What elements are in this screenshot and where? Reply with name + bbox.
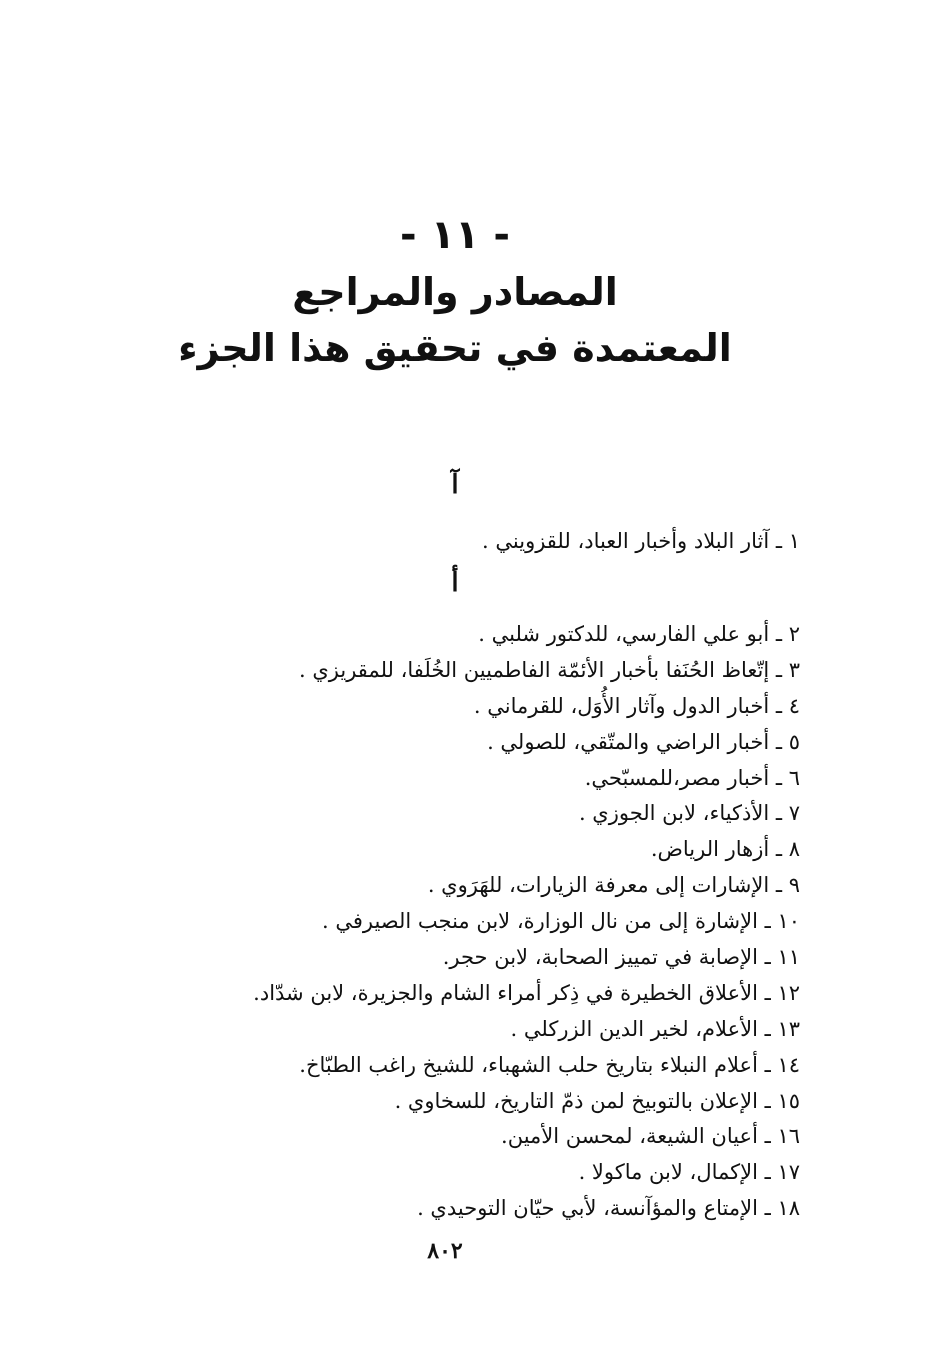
reference-item: ٨ ـ أزهار الرياض.	[650, 837, 800, 862]
reference-item: ٥ ـ أخبار الراضي والمتّقي، للصولي .	[487, 729, 800, 754]
reference-item: ٦ ـ أخبار مصر،للمسبّحي.	[584, 765, 800, 790]
reference-item: ١٣ ـ الأعلام، لخير الدين الزركلي .	[510, 1016, 800, 1041]
reference-item: ١٠ ـ الإشارة إلى من نال الوزارة، لابن منجب الصيرفي .	[321, 909, 800, 934]
reference-list-alef-hamza	[253, 617, 800, 1227]
page-title-line-2: المعتمدة في تحقيق هذا الجزء	[178, 326, 732, 370]
reference-item: ١٢ ـ الأعلاق الخطيرة في ذِكر أمراء الشام والجزيرة، لابن شدّاد.	[253, 980, 800, 1005]
letter-heading-alef-madda: آ	[451, 470, 459, 500]
section-number: - ١١ -	[400, 212, 510, 258]
letter-heading-alef-hamza: أ	[451, 568, 459, 598]
reference-item: ١٥ ـ الإعلان بالتوبيخ لمن ذمّ التاريخ، للسخاوي .	[394, 1088, 800, 1113]
reference-item: ٣ ـ إتّعاظ الحُنَفا بأخبار الأئمّة الفاطميين الخُلَفا، للمقريزي .	[299, 657, 800, 682]
reference-item: ١ ـ آثار البلاد وأخبار العباد، للقزويني .	[482, 529, 800, 553]
reference-list-alef-madda	[482, 524, 800, 560]
reference-item: ٩ ـ الإشارات إلى معرفة الزيارات، للهَرَوي .	[427, 873, 800, 898]
reference-item: ١٨ ـ الإمتاع والمؤآنسة، لأبي حيّان التوحيدي .	[417, 1196, 800, 1221]
reference-item: ١٤ ـ أعلام النبلاء بتاريخ حلب الشهباء، للشيخ راغب الطبّاخ.	[299, 1052, 800, 1077]
page-title-line-1: المصادر والمراجع	[292, 270, 618, 314]
reference-item: ٢ ـ أبو علي الفارسي، للدكتور شلبي .	[478, 622, 800, 646]
reference-item: ١١ ـ الإصابة في تمييز الصحابة، لابن حجر.	[442, 945, 800, 970]
reference-item: ١٧ ـ الإكمال، لابن ماكولا .	[578, 1160, 800, 1185]
reference-item: ١٦ ـ أعيان الشيعة، لمحسن الأمين.	[501, 1124, 800, 1149]
reference-item: ٧ ـ الأذكياء، لابن الجوزي .	[578, 801, 800, 826]
reference-item: ٤ ـ أخبار الدول وآثار الأُوَل، للقرماني .	[473, 693, 800, 718]
page-number: ٨٠٢	[427, 1238, 463, 1264]
